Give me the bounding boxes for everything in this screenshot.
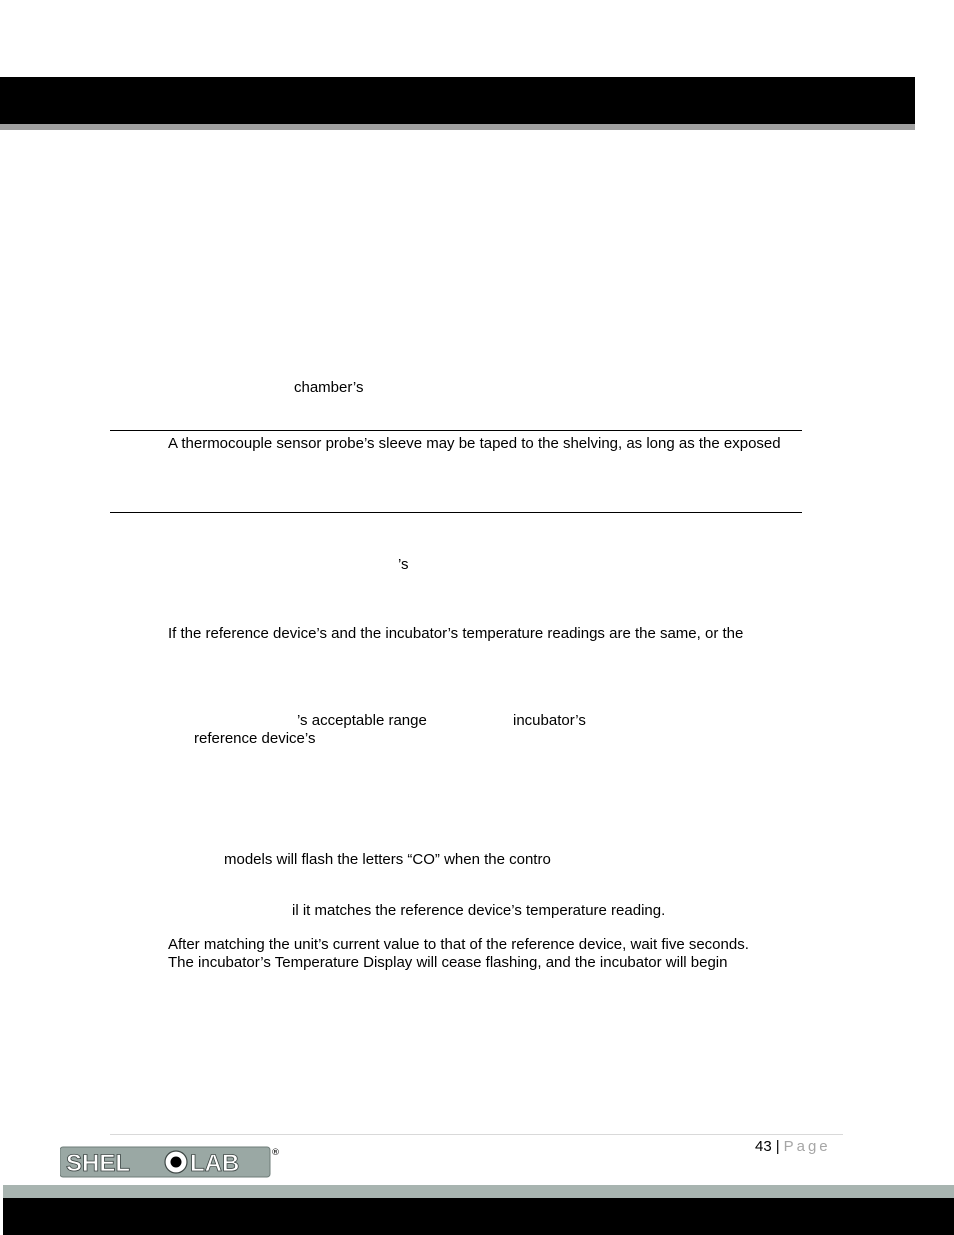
- shel-lab-logo: [60, 1146, 280, 1178]
- text-line-wait: After matching the unit’s current value to that of the reference device, wait five seconds.: [168, 936, 749, 953]
- header-stripe: [0, 124, 915, 130]
- text-line-co: models will flash the letters “CO” when the contro: [224, 851, 551, 868]
- text-line-readings: If the reference device’s and the incubator’s temperature readings are the same, or the: [168, 625, 744, 642]
- footer-rule: [110, 1134, 843, 1135]
- text-fragment-s: ’s: [398, 556, 409, 573]
- logo-text-lab: LAB: [190, 1150, 240, 1177]
- footer-bar: [3, 1198, 954, 1235]
- text-fragment-range: ’s acceptable range: [297, 712, 427, 729]
- note-rule-bottom: [110, 512, 802, 513]
- note-text: A thermocouple sensor probe’s sleeve may be taped to the shelving, as long as the exposed: [168, 435, 781, 452]
- page-number-separator: |: [775, 1138, 780, 1155]
- text-line-matches: il it matches the reference device’s temperature reading.: [292, 902, 666, 919]
- logo-registered-mark: ®: [271, 1148, 280, 1158]
- page-number: [755, 1137, 831, 1157]
- text-line-display: The incubator’s Temperature Display will cease flashing, and the incubator will begin: [168, 954, 728, 971]
- logo-text-shel: SHEL: [66, 1150, 131, 1177]
- text-fragment-incubator: incubator’s: [513, 712, 586, 729]
- note-rule-top: [110, 430, 802, 431]
- footer-stripe: [3, 1185, 954, 1198]
- header-bar: [0, 77, 915, 124]
- text-fragment-reference: reference device’s: [194, 730, 316, 747]
- page-number-value: 43: [755, 1138, 772, 1155]
- page-label: Page: [783, 1138, 831, 1155]
- text-line-chamber: chamber’s: [294, 379, 364, 396]
